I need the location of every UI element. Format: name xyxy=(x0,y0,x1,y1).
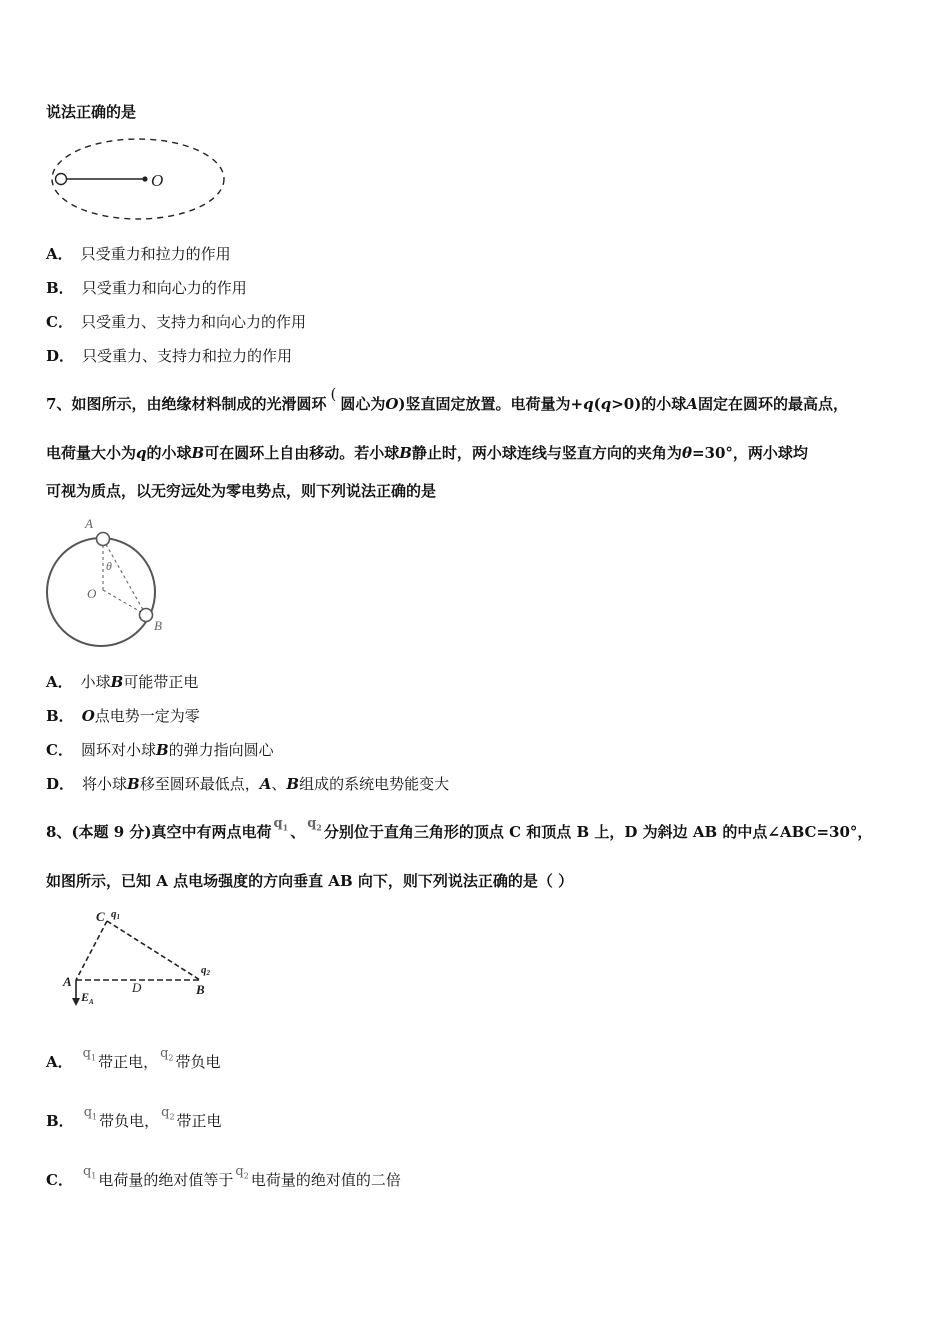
q8-figure xyxy=(50,900,230,1015)
q6-stem-tail: 说法正确的是 xyxy=(46,103,137,121)
q8-stem-line2: 如图所示，已知 A 点电场强度的方向垂直 AB 向下，则下列说法正确的是（ ） xyxy=(46,872,574,890)
q7-stem-line3: 可视为质点，以无穷远处为零电势点，则下列说法正确的是 xyxy=(46,482,437,500)
q8-option-b: B． $q_1$ 带负电， $q_2$ 带正电 xyxy=(46,1105,222,1130)
q7-label-theta: θ xyxy=(106,559,112,573)
q8-label-d: D xyxy=(132,980,142,995)
q8-option-a: A． $q_1$ 带正电， $q_2$ 带负电 xyxy=(46,1046,221,1071)
q7-label-b: B xyxy=(154,618,162,633)
q7-figure xyxy=(44,514,184,644)
q7-label-a: A xyxy=(85,516,93,531)
q7-option-b: B． O点电势一定为零 xyxy=(46,707,200,725)
q8-q1-symbol: $q_1$ xyxy=(273,816,289,833)
q6-option-c: C． 只受重力、支持力和向心力的作用 xyxy=(46,313,306,331)
q8-q2-symbol: $q_2$ xyxy=(307,816,322,833)
q6-center-label: O xyxy=(151,171,164,190)
q6-option-a: A． 只受重力和拉力的作用 xyxy=(46,245,231,263)
q7-stem-line2: 电荷量大小为q的小球B可在圆环上自由移动。若小球B静止时，两小球连线与竖直方向的夹角为θ=30°，两小球均 xyxy=(46,444,808,462)
q8-label-q1: q1 xyxy=(111,908,120,921)
q8-label-q2: q2 xyxy=(201,964,210,977)
q7-option-a: A． 小球B可能带正电 xyxy=(46,673,199,691)
q6-option-b: B． 只受重力和向心力的作用 xyxy=(46,279,247,297)
q8-label-c: C xyxy=(96,909,105,924)
q8-label-a: A xyxy=(63,974,72,989)
q8-option-c: C． $q_1$ 电荷量的绝对值等于 $q_2$ 电荷量的绝对值的二倍 xyxy=(46,1164,401,1189)
q7-option-c: C． 圆环对小球B的弹力指向圆心 xyxy=(46,741,274,759)
q8-stem-line1: 8、(本题 9 分)真空中有两点电荷 $q_1$ 、 $q_2$ 分别位于直角三角形的顶点 C 和顶点 B 上，D 为斜边 AB 的中点∠ABC=30°， xyxy=(46,816,873,841)
q8-label-b: B xyxy=(196,982,205,997)
q7-label-o: O xyxy=(87,586,97,601)
q7-option-d: D． 将小球B移至圆环最低点，A、B组成的系统电势能变大 xyxy=(46,775,450,793)
q7-stem-line1: 7、如图所示，由绝缘材料制成的光滑圆环(圆心为O)竖直固定放置。电荷量为+q(q>0)的小球A固定在圆环的最高点， xyxy=(46,385,848,413)
q8-label-e: $E_A$ xyxy=(81,990,94,1006)
q6-figure xyxy=(50,132,250,232)
q6-option-d: D． 只受重力、支持力和拉力的作用 xyxy=(46,347,293,365)
